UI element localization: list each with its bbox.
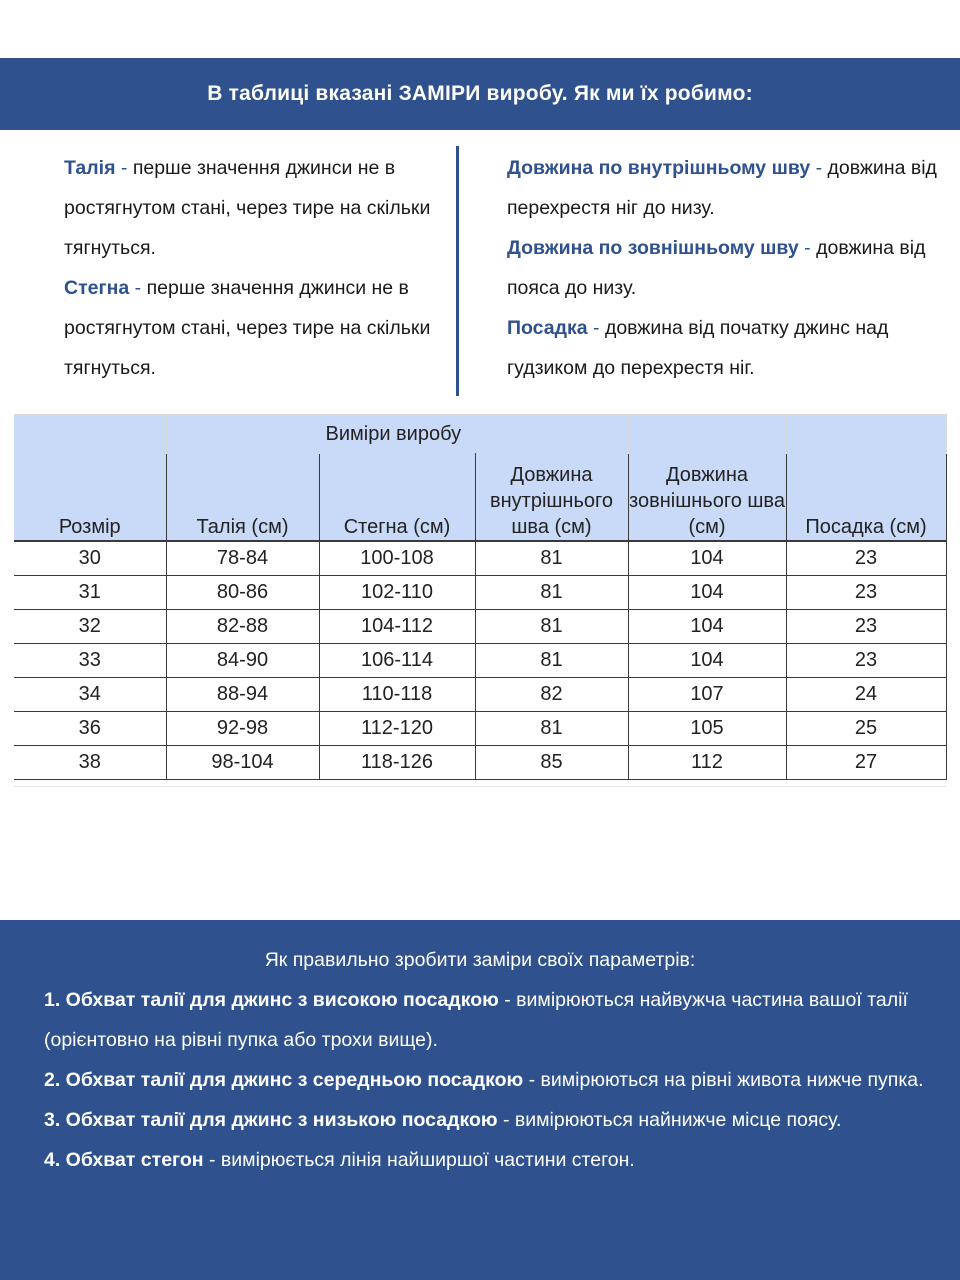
definition-text: перше значення джинси не в ростягнутом стані, через тире на скільки тягнуться.: [64, 157, 431, 259]
guide-step: [44, 1140, 934, 1180]
cell-size: 33: [14, 644, 166, 678]
cell-waist: 88-94: [166, 678, 319, 712]
definition-waist: [64, 148, 444, 268]
definition-separator: -: [129, 277, 147, 299]
cell-waist: 98-104: [166, 746, 319, 780]
guide-steps: [44, 980, 934, 1180]
cell-outseam: 104: [628, 576, 786, 610]
definition-term: Стегна: [64, 277, 130, 299]
table-row: [14, 541, 946, 576]
cell-hips: 104-112: [319, 610, 475, 644]
definition-text: довжина від початку джинс над гудзиком до перехрестя ніг.: [507, 317, 889, 379]
cell-waist: 82-88: [166, 610, 319, 644]
cell-rise: 23: [786, 644, 946, 678]
definition-hips: [64, 268, 444, 388]
definition-term: Талія: [64, 157, 116, 179]
guide-step-text: - вимірюються на рівні живота нижче пупка.: [523, 1069, 924, 1091]
cell-waist: 84-90: [166, 644, 319, 678]
cell-outseam: 104: [628, 610, 786, 644]
cell-inseam: 81: [475, 644, 628, 678]
definition-text: довжина від пояса до низу.: [507, 237, 926, 299]
cell-size: 36: [14, 712, 166, 746]
header-outseam: Довжина зовнішнього шва (см): [628, 454, 786, 542]
table-row: [14, 678, 946, 712]
cell-waist: 80-86: [166, 576, 319, 610]
definition-inseam: [507, 148, 937, 228]
banner-title: В таблиці вказані ЗАМІРИ виробу. Як ми їх робимо:: [207, 82, 753, 105]
cell-hips: 102-110: [319, 576, 475, 610]
definition-term: Довжина по зовнішньому шву: [507, 237, 799, 259]
guide-step-title: 2. Обхват талії для джинс з середньою посадкою: [44, 1069, 524, 1091]
guide-step-text: - вимірюються найвужча частина вашої талії (орієнтовно на рівні пупка або трохи вище).: [44, 989, 908, 1051]
measurement-guide-panel: [0, 920, 960, 1280]
size-table: [14, 414, 947, 780]
group-cell-empty: [166, 415, 319, 454]
group-cell-empty: [628, 415, 786, 454]
cell-rise: 24: [786, 678, 946, 712]
cell-inseam: 81: [475, 541, 628, 576]
definitions-left: [64, 148, 444, 388]
top-banner: [0, 58, 960, 130]
table-row: [14, 644, 946, 678]
guide-step: [44, 1100, 934, 1140]
cell-rise: 25: [786, 712, 946, 746]
table-row: [14, 610, 946, 644]
table-body: [14, 541, 946, 780]
header-inseam: Довжина внутрішнього шва (см): [475, 454, 628, 542]
table-group-row: [14, 415, 946, 454]
guide-step-text: - вимірюються найнижче місце поясу.: [497, 1109, 842, 1131]
guide-step-title: 3. Обхват талії для джинс з низькою посадкою: [44, 1109, 498, 1131]
cell-outseam: 107: [628, 678, 786, 712]
cell-outseam: 104: [628, 541, 786, 576]
cell-hips: 106-114: [319, 644, 475, 678]
guide-step-text: - вимірюється лінія найширшої частини стегон.: [203, 1149, 635, 1171]
header-hips: Стегна (см): [319, 454, 475, 542]
table-bottom-rule: [14, 786, 946, 791]
definition-outseam: [507, 228, 937, 308]
definition-text: перше значення джинси не в ростягнутом стані, через тире на скільки тягнуться.: [64, 277, 431, 379]
guide-step-title: 1. Обхват талії для джинс з високою посадкою: [44, 989, 499, 1011]
definition-separator: -: [587, 317, 605, 339]
cell-hips: 100-108: [319, 541, 475, 576]
definition-term: Посадка: [507, 317, 588, 339]
cell-size: 34: [14, 678, 166, 712]
definition-term: Довжина по внутрішньому шву: [507, 157, 811, 179]
cell-size: 32: [14, 610, 166, 644]
definition-separator: -: [115, 157, 133, 179]
group-cell-empty: [14, 415, 166, 454]
table-group-title: Виміри виробу: [319, 415, 628, 454]
table-row: [14, 746, 946, 780]
guide-step: [44, 1060, 934, 1100]
cell-inseam: 82: [475, 678, 628, 712]
size-table-wrapper: [14, 414, 946, 780]
cell-rise: 23: [786, 576, 946, 610]
cell-hips: 112-120: [319, 712, 475, 746]
cell-inseam: 85: [475, 746, 628, 780]
header-size: Розмір: [14, 454, 166, 542]
cell-inseam: 81: [475, 610, 628, 644]
table-header-row: [14, 454, 946, 542]
cell-size: 31: [14, 576, 166, 610]
header-waist: Талія (см): [166, 454, 319, 542]
cell-outseam: 105: [628, 712, 786, 746]
cell-outseam: 104: [628, 644, 786, 678]
cell-inseam: 81: [475, 712, 628, 746]
guide-step: [44, 980, 934, 1060]
header-rise: Посадка (см): [786, 454, 946, 542]
table-row: [14, 576, 946, 610]
definition-rise: [507, 308, 937, 388]
cell-rise: 23: [786, 610, 946, 644]
table-row: [14, 712, 946, 746]
definition-separator: -: [798, 237, 817, 259]
definition-separator: -: [810, 157, 828, 179]
definitions-right: [507, 148, 937, 388]
cell-waist: 92-98: [166, 712, 319, 746]
group-cell-empty: [786, 415, 946, 454]
cell-waist: 78-84: [166, 541, 319, 576]
cell-hips: 118-126: [319, 746, 475, 780]
column-divider: [456, 146, 459, 396]
definition-text: довжина від перехрестя ніг до низу.: [507, 157, 937, 219]
guide-heading: Як правильно зробити заміри своїх параметрів:: [264, 949, 696, 971]
cell-outseam: 112: [628, 746, 786, 780]
cell-rise: 27: [786, 746, 946, 780]
cell-size: 38: [14, 746, 166, 780]
cell-inseam: 81: [475, 576, 628, 610]
cell-size: 30: [14, 541, 166, 576]
cell-hips: 110-118: [319, 678, 475, 712]
cell-rise: 23: [786, 541, 946, 576]
guide-step-title: 4. Обхват стегон: [44, 1149, 204, 1171]
